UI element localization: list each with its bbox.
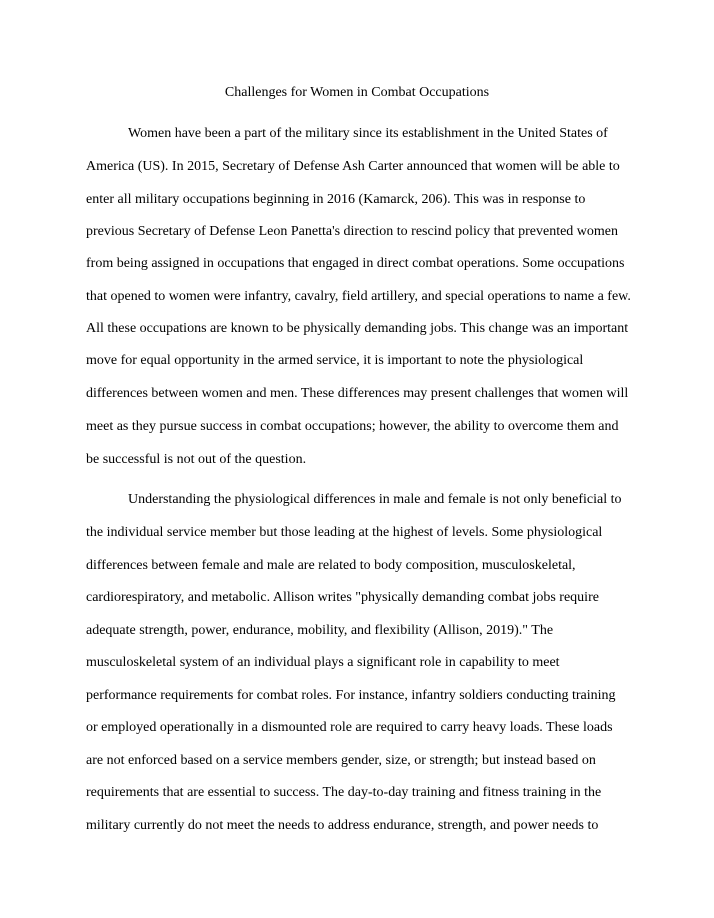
paragraph-1-line-3: enter all military occupations beginning in 2016 (Kamarck, 206). This was in response to: [86, 192, 586, 207]
paragraph-2-line-8: or employed operationally in a dismounted role are required to carry heavy loads. These loads: [86, 720, 613, 735]
paragraph-1-line-7: All these occupations are known to be physically demanding jobs. This change was an important: [86, 321, 629, 336]
document-title: Challenges for Women in Combat Occupations: [224, 85, 490, 100]
paragraph-2-line-9: are not enforced based on a service members gender, size, or strength; but instead based on: [86, 753, 596, 768]
paragraph-2-line-5: adequate strength, power, endurance, mobility, and flexibility (Allison, 2019)." The: [86, 623, 554, 638]
paragraph-2-line-3: differences between female and male are related to body composition, musculoskeletal,: [86, 558, 576, 573]
paragraph-2-line-2: the individual service member but those leading at the highest of levels. Some physiological: [86, 525, 603, 540]
paragraph-2-line-11: military currently do not meet the needs to address endurance, strength, and power needs to: [86, 818, 599, 833]
paragraph-2-line-4: cardiorespiratory, and metabolic. Allison writes "physically demanding combat jobs require: [86, 590, 599, 605]
paragraph-1-line-5: from being assigned in occupations that engaged in direct combat operations. Some occupations: [86, 256, 625, 271]
paragraph-1-line-9: differences between women and men. These differences may present challenges that women will: [86, 386, 629, 401]
paragraph-2-line-6: musculoskeletal system of an individual plays a significant role in capability to meet: [86, 655, 560, 670]
paragraph-1-line-2: America (US). In 2015, Secretary of Defense Ash Carter announced that women will be able to: [86, 159, 620, 174]
paragraph-1-line-11: be successful is not out of the question.: [86, 452, 307, 467]
paragraph-1-line-1: Women have been a part of the military since its establishment in the United States of: [128, 126, 608, 141]
paragraph-2-line-7: performance requirements for combat roles. For instance, infantry soldiers conducting training: [86, 688, 616, 703]
paragraph-1-line-8: move for equal opportunity in the armed service, it is important to note the physiological: [86, 353, 584, 368]
paragraph-2-line-10: requirements that are essential to success. The day-to-day training and fitness training in the: [86, 785, 602, 800]
paragraph-1-line-10: meet as they pursue success in combat occupations; however, the ability to overcome them and: [86, 419, 619, 434]
paragraph-1-line-6: that opened to women were infantry, cavalry, field artillery, and special operations to name a few.: [86, 289, 631, 304]
paragraph-1-line-4: previous Secretary of Defense Leon Panetta's direction to rescind policy that prevented women: [86, 224, 619, 239]
paragraph-2-line-1: Understanding the physiological differences in male and female is not only beneficial to: [128, 492, 622, 507]
